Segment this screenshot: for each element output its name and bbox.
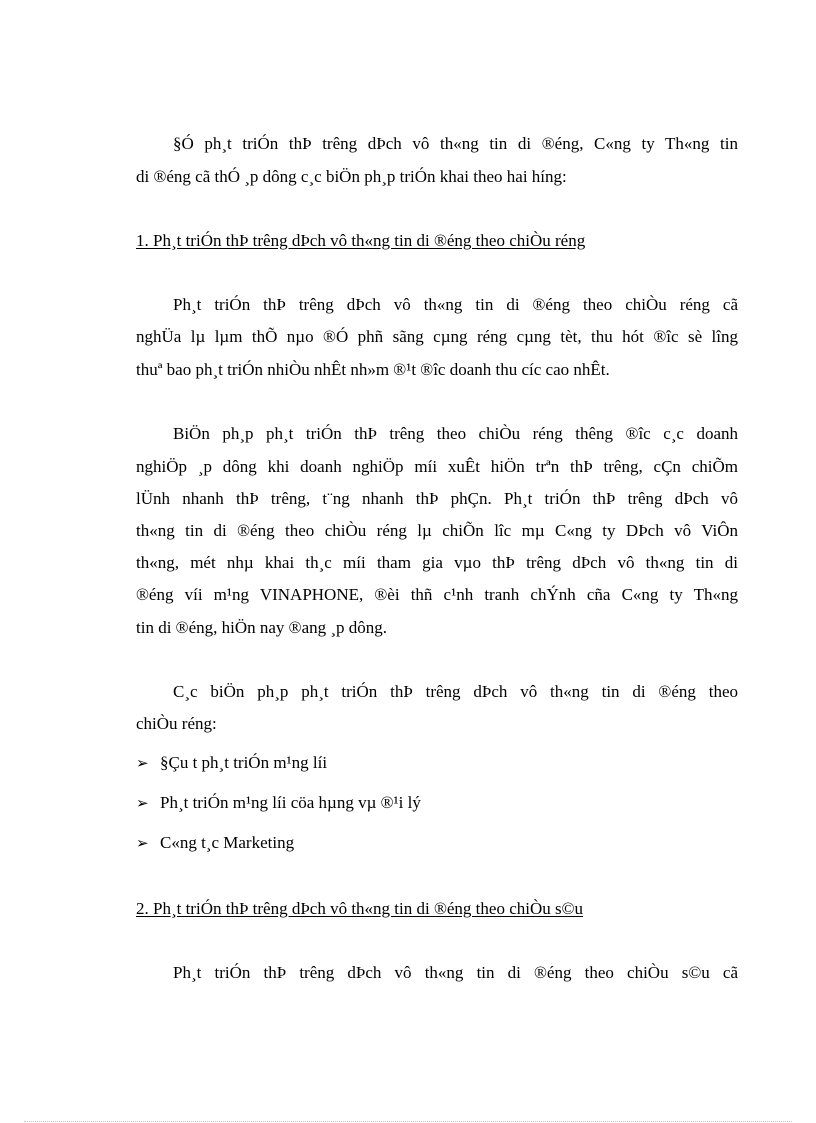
page-bottom-divider bbox=[24, 1121, 792, 1122]
bullet-item-1 bbox=[136, 752, 327, 774]
paragraph-3-line-4: th«ng tin di ®éng theo chiÒu réng lµ chiÕn lîc mµ C«ng ty DÞch vô ViÔn bbox=[136, 521, 738, 540]
paragraph-3-line-1: BiÖn ph¸p ph¸t triÓn thÞ trêng theo chiÒu réng thêng ®îc c¸c doanh bbox=[173, 424, 738, 443]
bullet-item-text: §Çu t ph¸t triÓn m¹ng líi bbox=[160, 753, 328, 772]
paragraph-4-line-2: chiÒu réng: bbox=[136, 714, 217, 733]
arrow-bullet-icon: ➢ bbox=[136, 754, 149, 772]
paragraph-3-line-3: lÜnh nhanh thÞ trêng, t¨ng nhanh thÞ phÇn. Ph¸t triÓn thÞ trêng dÞch vô bbox=[136, 489, 738, 508]
paragraph-2-line-2: nghÜa lµ lµm thÕ nµo ®Ó phñ sãng cµng réng cµng tèt, thu hót ®îc sè lîng bbox=[136, 327, 738, 346]
paragraph-4-line-1: C¸c biÖn ph¸p ph¸t triÓn thÞ trêng dÞch vô th«ng tin di ®éng theo bbox=[173, 682, 738, 701]
paragraph-2-line-3: thuª bao ph¸t triÓn nhiÒu nhÊt nh»m ®¹t ®îc doanh thu cíc cao nhÊt. bbox=[136, 360, 610, 379]
bullet-item-2 bbox=[136, 792, 421, 814]
arrow-bullet-icon: ➢ bbox=[136, 834, 149, 852]
section-heading-2: 2. Ph¸t triÓn thÞ trêng dÞch vô th«ng tin di ®éng theo chiÒu s©u bbox=[136, 899, 584, 918]
paragraph-3-line-2: nghiÖp ¸p dông khi doanh nghiÖp míi xuÊt hiÖn trªn thÞ trêng, cÇn chiÕm bbox=[136, 457, 738, 476]
paragraph-5-line-1: Ph¸t triÓn thÞ trêng dÞch vô th«ng tin di ®éng theo chiÒu s©u cã bbox=[173, 963, 738, 982]
bullet-item-text: C«ng t¸c Marketing bbox=[160, 833, 295, 852]
section-heading-1: 1. Ph¸t triÓn thÞ trêng dÞch vô th«ng tin di ®éng theo chiÒu réng bbox=[136, 231, 586, 250]
paragraph-3-line-5: th«ng, mét nhµ khai th¸c míi tham gia vµo thÞ trêng dÞch vô th«ng tin di bbox=[136, 553, 738, 572]
paragraph-1-line-2: di ®éng cã thÓ ¸p dông c¸c biÖn ph¸p triÓn khai theo hai híng: bbox=[136, 167, 567, 186]
paragraph-3-line-6: ®éng víi m¹ng VINAPHONE, ®èi thñ c¹nh tranh chÝnh cña C«ng ty Th«ng bbox=[136, 585, 738, 604]
paragraph-3-line-7: tin di ®éng, hiÖn nay ®ang ¸p dông. bbox=[136, 618, 388, 637]
bullet-item-text: Ph¸t triÓn m¹ng líi cöa hµng vµ ®¹i lý bbox=[160, 793, 421, 812]
paragraph-1-line-1: §Ó ph¸t triÓn thÞ trêng dÞch vô th«ng tin di ®éng, C«ng ty Th«ng tin bbox=[173, 134, 738, 153]
paragraph-2-line-1: Ph¸t triÓn thÞ trêng dÞch vô th«ng tin di ®éng theo chiÒu réng cã bbox=[173, 295, 738, 314]
arrow-bullet-icon: ➢ bbox=[136, 794, 149, 812]
bullet-item-3 bbox=[136, 832, 294, 854]
